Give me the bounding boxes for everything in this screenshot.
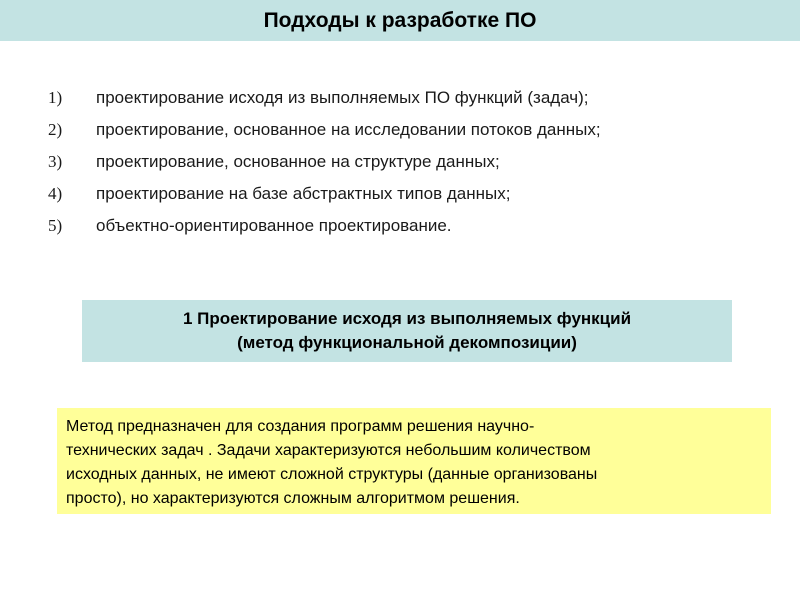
- list-item-number: 1): [48, 88, 63, 107]
- note-line: исходных данных, не имеют сложной структуры (данные организованы: [66, 466, 598, 483]
- list-item: [48, 120, 768, 152]
- list-item-number: 4): [48, 184, 63, 203]
- section-heading-box: [82, 300, 732, 362]
- section-heading-line-2: (метод функциональной декомпозиции): [237, 333, 577, 352]
- list-item: [48, 216, 768, 248]
- slide-title-bar: [0, 0, 800, 41]
- list-item-text: проектирование, основанное на структуре данных;: [96, 152, 500, 171]
- list-item-text: объектно-ориентированное проектирование.: [96, 216, 452, 235]
- method-description-note: [57, 408, 771, 514]
- note-line: Метод предназначен для создания программ решения научно-: [66, 418, 535, 435]
- list-item-number: 2): [48, 120, 63, 139]
- list-item-text: проектирование исходя из выполняемых ПО функций (задач);: [96, 88, 589, 107]
- list-item-number: 3): [48, 152, 63, 171]
- list-item: [48, 88, 768, 120]
- approach-list: [48, 88, 768, 248]
- section-heading-line-1: 1 Проектирование исходя из выполняемых функций: [182, 309, 632, 328]
- list-item-number: 5): [48, 216, 63, 235]
- list-item: [48, 184, 768, 216]
- list-item-text: проектирование на базе абстрактных типов данных;: [96, 184, 511, 203]
- note-line: технических задач . Задачи характеризуются небольшим количеством: [66, 442, 591, 459]
- list-item: [48, 152, 768, 184]
- list-item-text: проектирование, основанное на исследовании потоков данных;: [96, 120, 601, 139]
- slide-title: Подходы к разработке ПО: [263, 8, 537, 32]
- note-line: просто), но характеризуются сложным алгоритмом решения.: [66, 490, 520, 507]
